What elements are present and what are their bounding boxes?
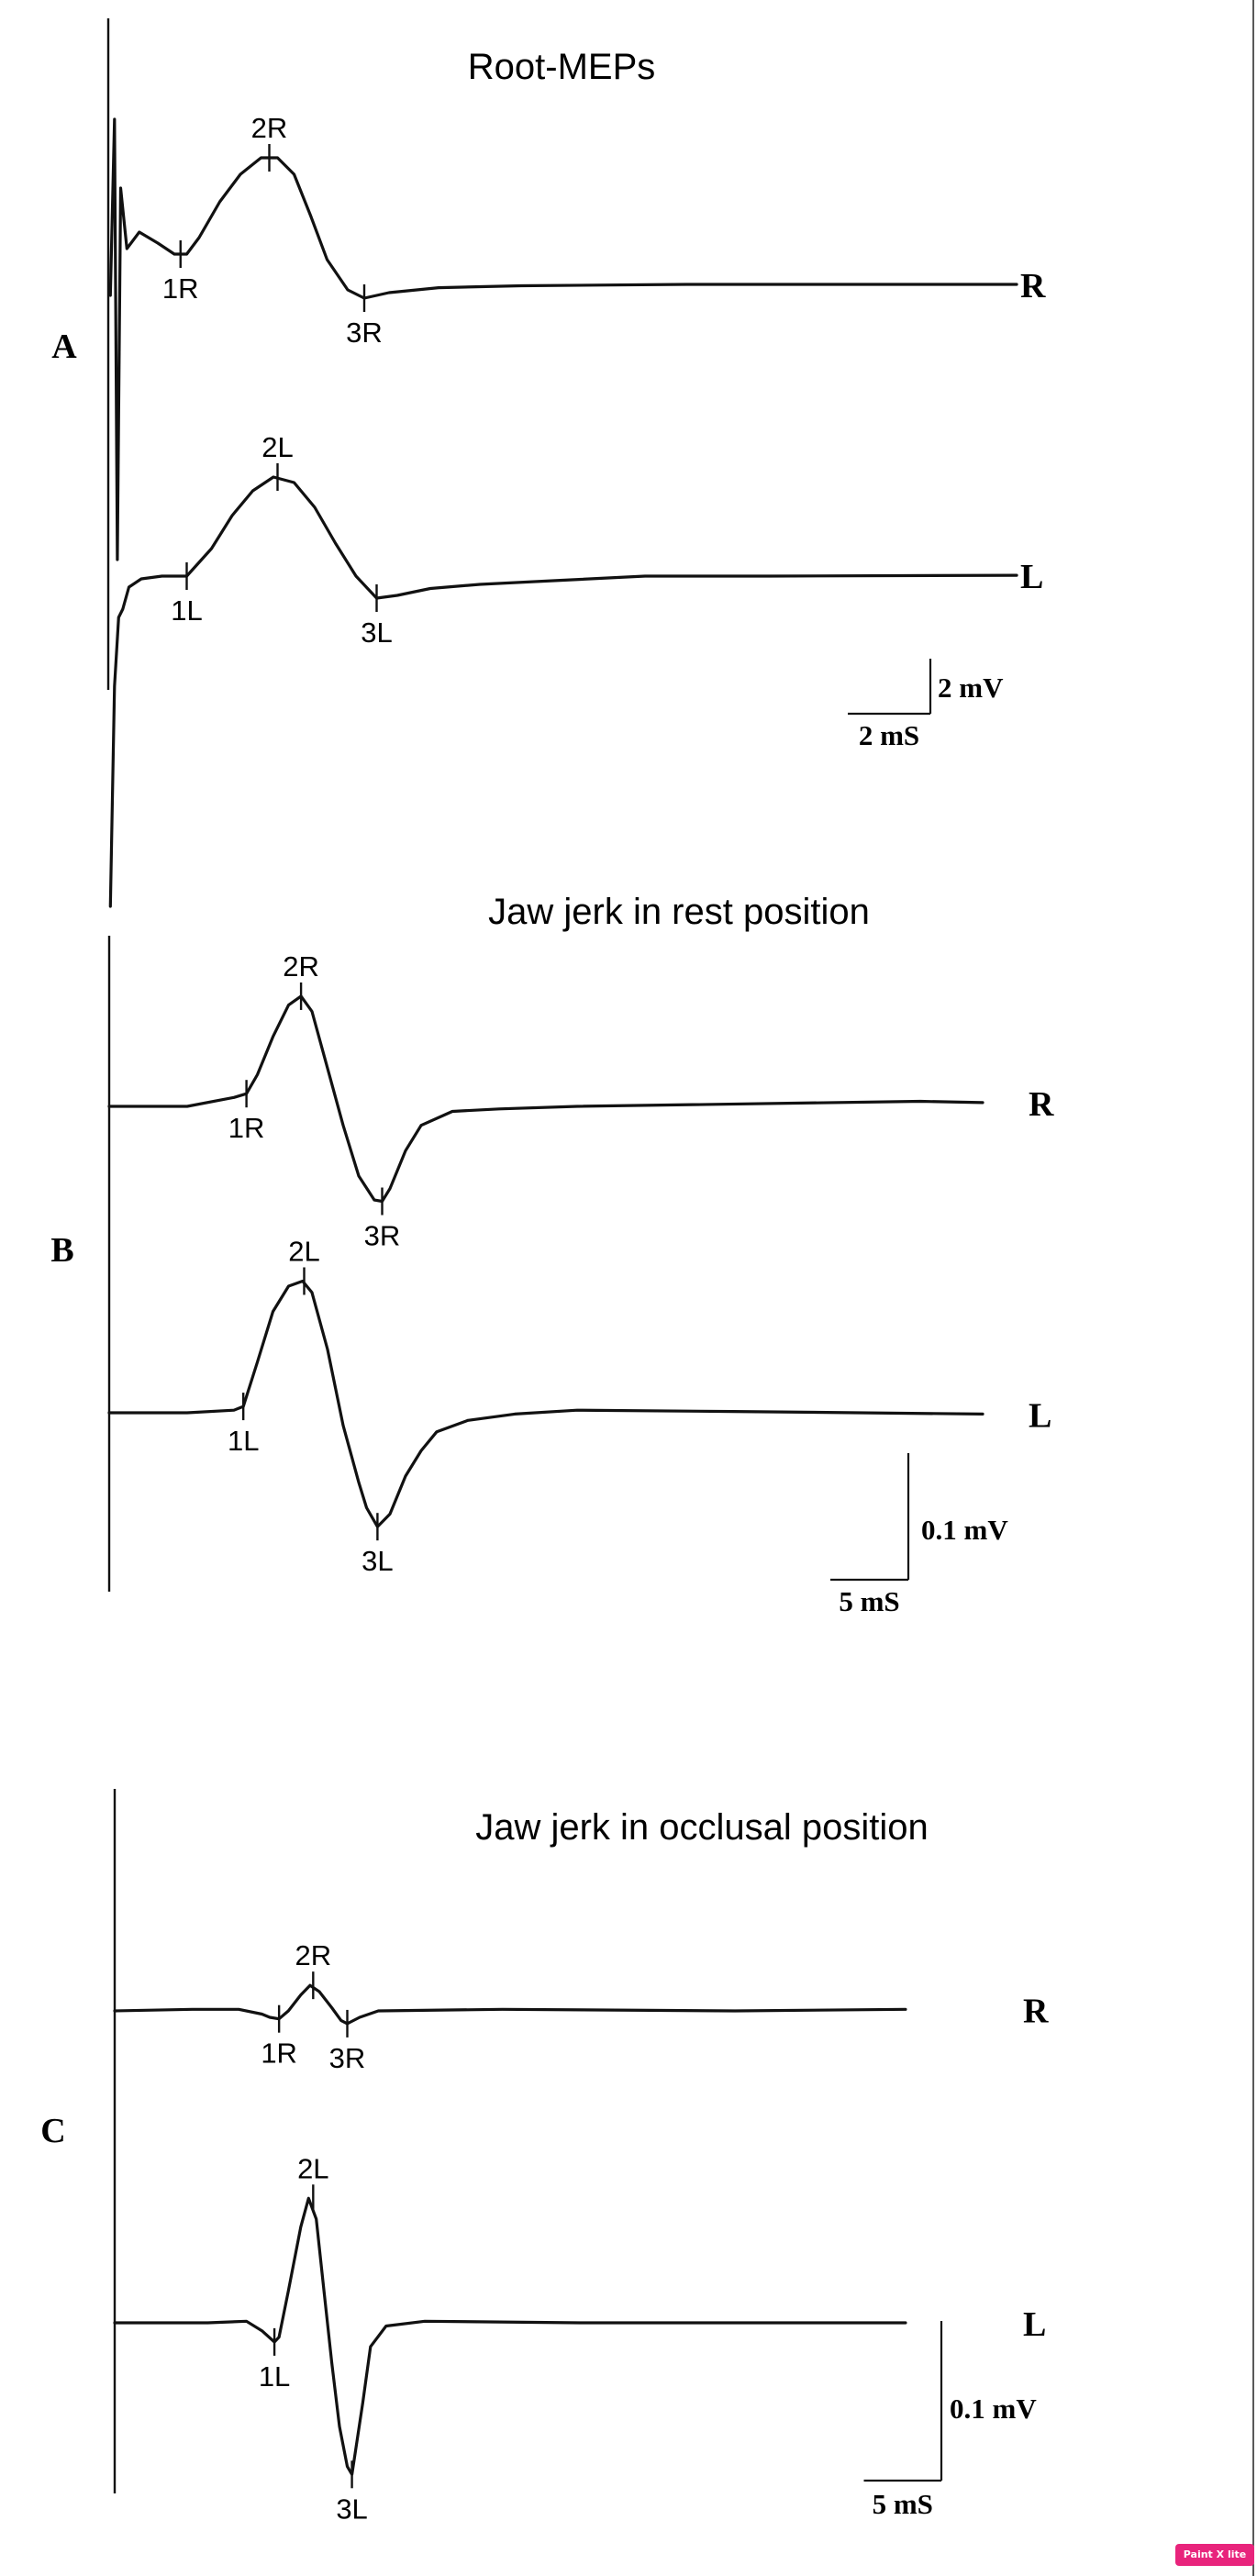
panel-a-series-l-name: L (1020, 558, 1044, 597)
panel-a-title: Root-MEPs (467, 47, 656, 87)
panel-b-marker-1l-label: 1L (227, 1425, 260, 1458)
panel-a-marker-2l-label: 2L (261, 431, 294, 463)
panel-b-series-r-name: R (1029, 1084, 1054, 1124)
panel-c-marker-2r-label: 2R (295, 1939, 332, 1972)
panel-c-scale-amp-label: 0.1 mV (950, 2393, 1037, 2425)
panel-c-series-r-name: R (1023, 1992, 1049, 2031)
panel-a-series-r-name: R (1020, 267, 1046, 305)
panel-a-label: A (51, 328, 77, 366)
panel-b-marker-3r-label: 3R (363, 1219, 401, 1252)
panel-c-marker-3l-label: 3L (336, 2493, 368, 2526)
panel-c-label: C (40, 2112, 66, 2150)
paint-x-lite-watermark: Paint X lite (1175, 2544, 1254, 2566)
panel-c-marker-2l-label: 2L (297, 2152, 329, 2185)
panel-b-label: B (50, 1231, 74, 1270)
panel-c-series-l-name: L (1023, 2305, 1047, 2344)
panel-b-marker-2r-label: 2R (283, 949, 319, 983)
panel-a-scale-time-label: 2 mS (858, 719, 920, 751)
panel-c-scale-time-label: 5 mS (872, 2488, 933, 2520)
panel-b-scale-time-label: 5 mS (839, 1585, 900, 1617)
panel-a-marker-1l-label: 1L (171, 594, 203, 627)
panel-a-marker-1r-label: 1R (161, 272, 199, 305)
panel-c-title: Jaw jerk in occlusal position (475, 1807, 929, 1848)
panel-b-title: Jaw jerk in rest position (488, 892, 870, 932)
panel-a-scale-amp-label: 2 mV (938, 672, 1004, 704)
panel-b-marker-2l-label: 2L (288, 1235, 320, 1268)
panel-a-marker-2r-label: 2R (250, 112, 288, 144)
panel-b-marker-1r-label: 1R (228, 1112, 265, 1145)
panel-b-marker-3l-label: 3L (362, 1545, 394, 1578)
panel-b-series-l-name: L (1029, 1396, 1052, 1436)
panel-c-marker-1r-label: 1R (261, 2037, 297, 2070)
panel-c-marker-1l-label: 1L (258, 2359, 291, 2393)
panel-a-marker-3r-label: 3R (346, 316, 383, 349)
panel-a-marker-3l-label: 3L (361, 616, 393, 649)
panel-c-marker-3r-label: 3R (328, 2041, 366, 2074)
panel-b-scale-amp-label: 0.1 mV (921, 1514, 1008, 1546)
